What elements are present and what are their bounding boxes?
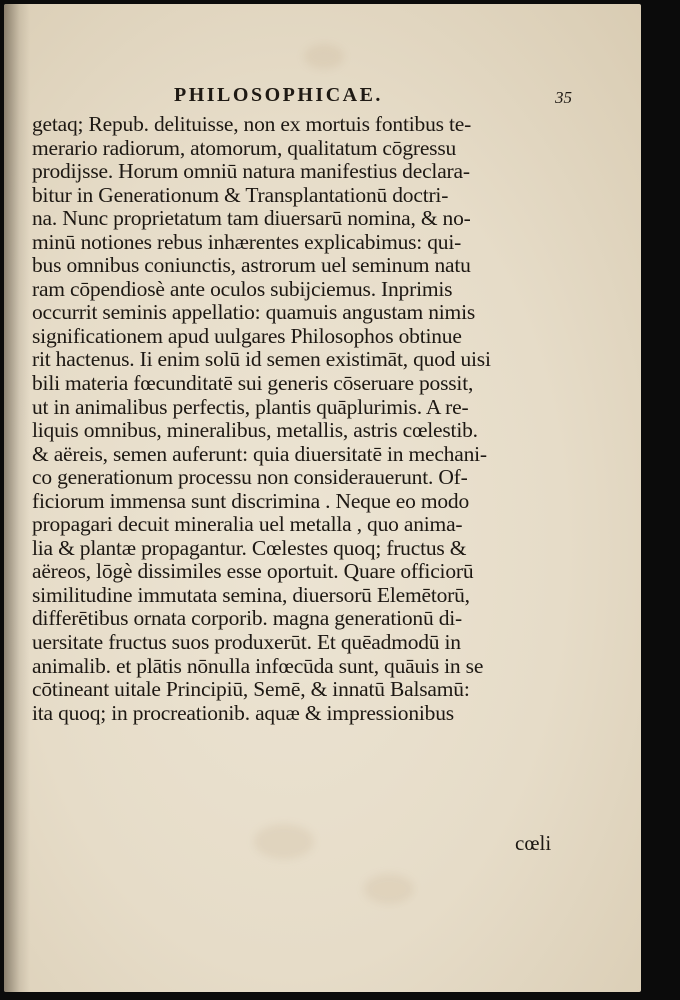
text-line: cōtineant uitale Principiū, Semē, & innatū Balsamū: <box>32 677 470 702</box>
text-line: rit hactenus. Ii enim solū id semen existimāt, quod uisi <box>32 347 491 372</box>
text-line: ita quoq; in procreationib. aquæ & impressionibus <box>32 700 454 725</box>
text-line: differētibus ornata corporib. magna generationū di- <box>32 606 462 631</box>
text-line: & aëreis, semen auferunt: quia diuersitatē in mechani- <box>32 441 487 466</box>
text-line: occurrit seminis appellatio: quamuis angustam nimis <box>32 300 476 325</box>
book-page <box>4 4 641 992</box>
text-line: significationem apud uulgares Philosophos obtinue <box>32 323 462 348</box>
paper-stain <box>254 824 314 859</box>
text-line: merario radiorum, atomorum, qualitatum cōgressu <box>32 135 457 160</box>
page-number: 35 <box>555 88 572 107</box>
text-line: ram cōpendiosè ante oculos subijciemus. Inprimis <box>32 276 453 301</box>
catchword: cœli <box>515 831 552 855</box>
text-line: lia & plantæ propagantur. Cœlestes quoq; fructus & <box>32 535 467 560</box>
text-line: ficiorum immensa sunt discrimina . Neque eo modo <box>32 488 470 513</box>
text-line: uersitate fructus suos produxerūt. Et quēadmodū in <box>32 630 461 655</box>
text-line: animalib. et plātis nōnulla infœcūda sunt, quāuis in se <box>32 653 484 678</box>
text-line: prodijsse. Horum omniū natura manifestius declara- <box>32 159 470 184</box>
text-line: ut in animalibus perfectis, plantis quāplurimis. A re- <box>32 394 469 419</box>
text-line: similitudine immutata semina, diuersorū Elemētorū, <box>32 582 470 607</box>
text-line: propagari decuit mineralia uel metalla , quo anima- <box>32 512 463 537</box>
paper-stain <box>364 874 414 904</box>
text-line: liquis omnibus, mineralibus, metallis, astris cœlestib. <box>32 418 478 443</box>
text-line: aëreos, lōgè dissimiles esse oportuit. Quare officiorū <box>32 559 474 584</box>
gutter-shadow <box>4 4 30 992</box>
running-title: PHILOSOPHICAE. <box>174 84 383 106</box>
text-line: getaq; Repub. delituisse, non ex mortuis fontibus te- <box>32 112 472 136</box>
text-line: bitur in Generationum & Transplantationū doctri- <box>32 182 449 207</box>
text-line: na. Nunc proprietatum tam diuersarū nomina, & no- <box>32 206 471 231</box>
text-line: co generationum processu non considerauerunt. Of- <box>32 465 468 490</box>
text-line: bus omnibus coniunctis, astrorum uel seminum natu <box>32 253 471 278</box>
text-line: minū notiones rebus inhærentes explicabimus: qui- <box>32 229 462 254</box>
paper-stain <box>304 44 344 69</box>
body-text <box>32 113 632 725</box>
text-line: bili materia fœcunditatē sui generis cōseruare possit, <box>32 371 474 396</box>
